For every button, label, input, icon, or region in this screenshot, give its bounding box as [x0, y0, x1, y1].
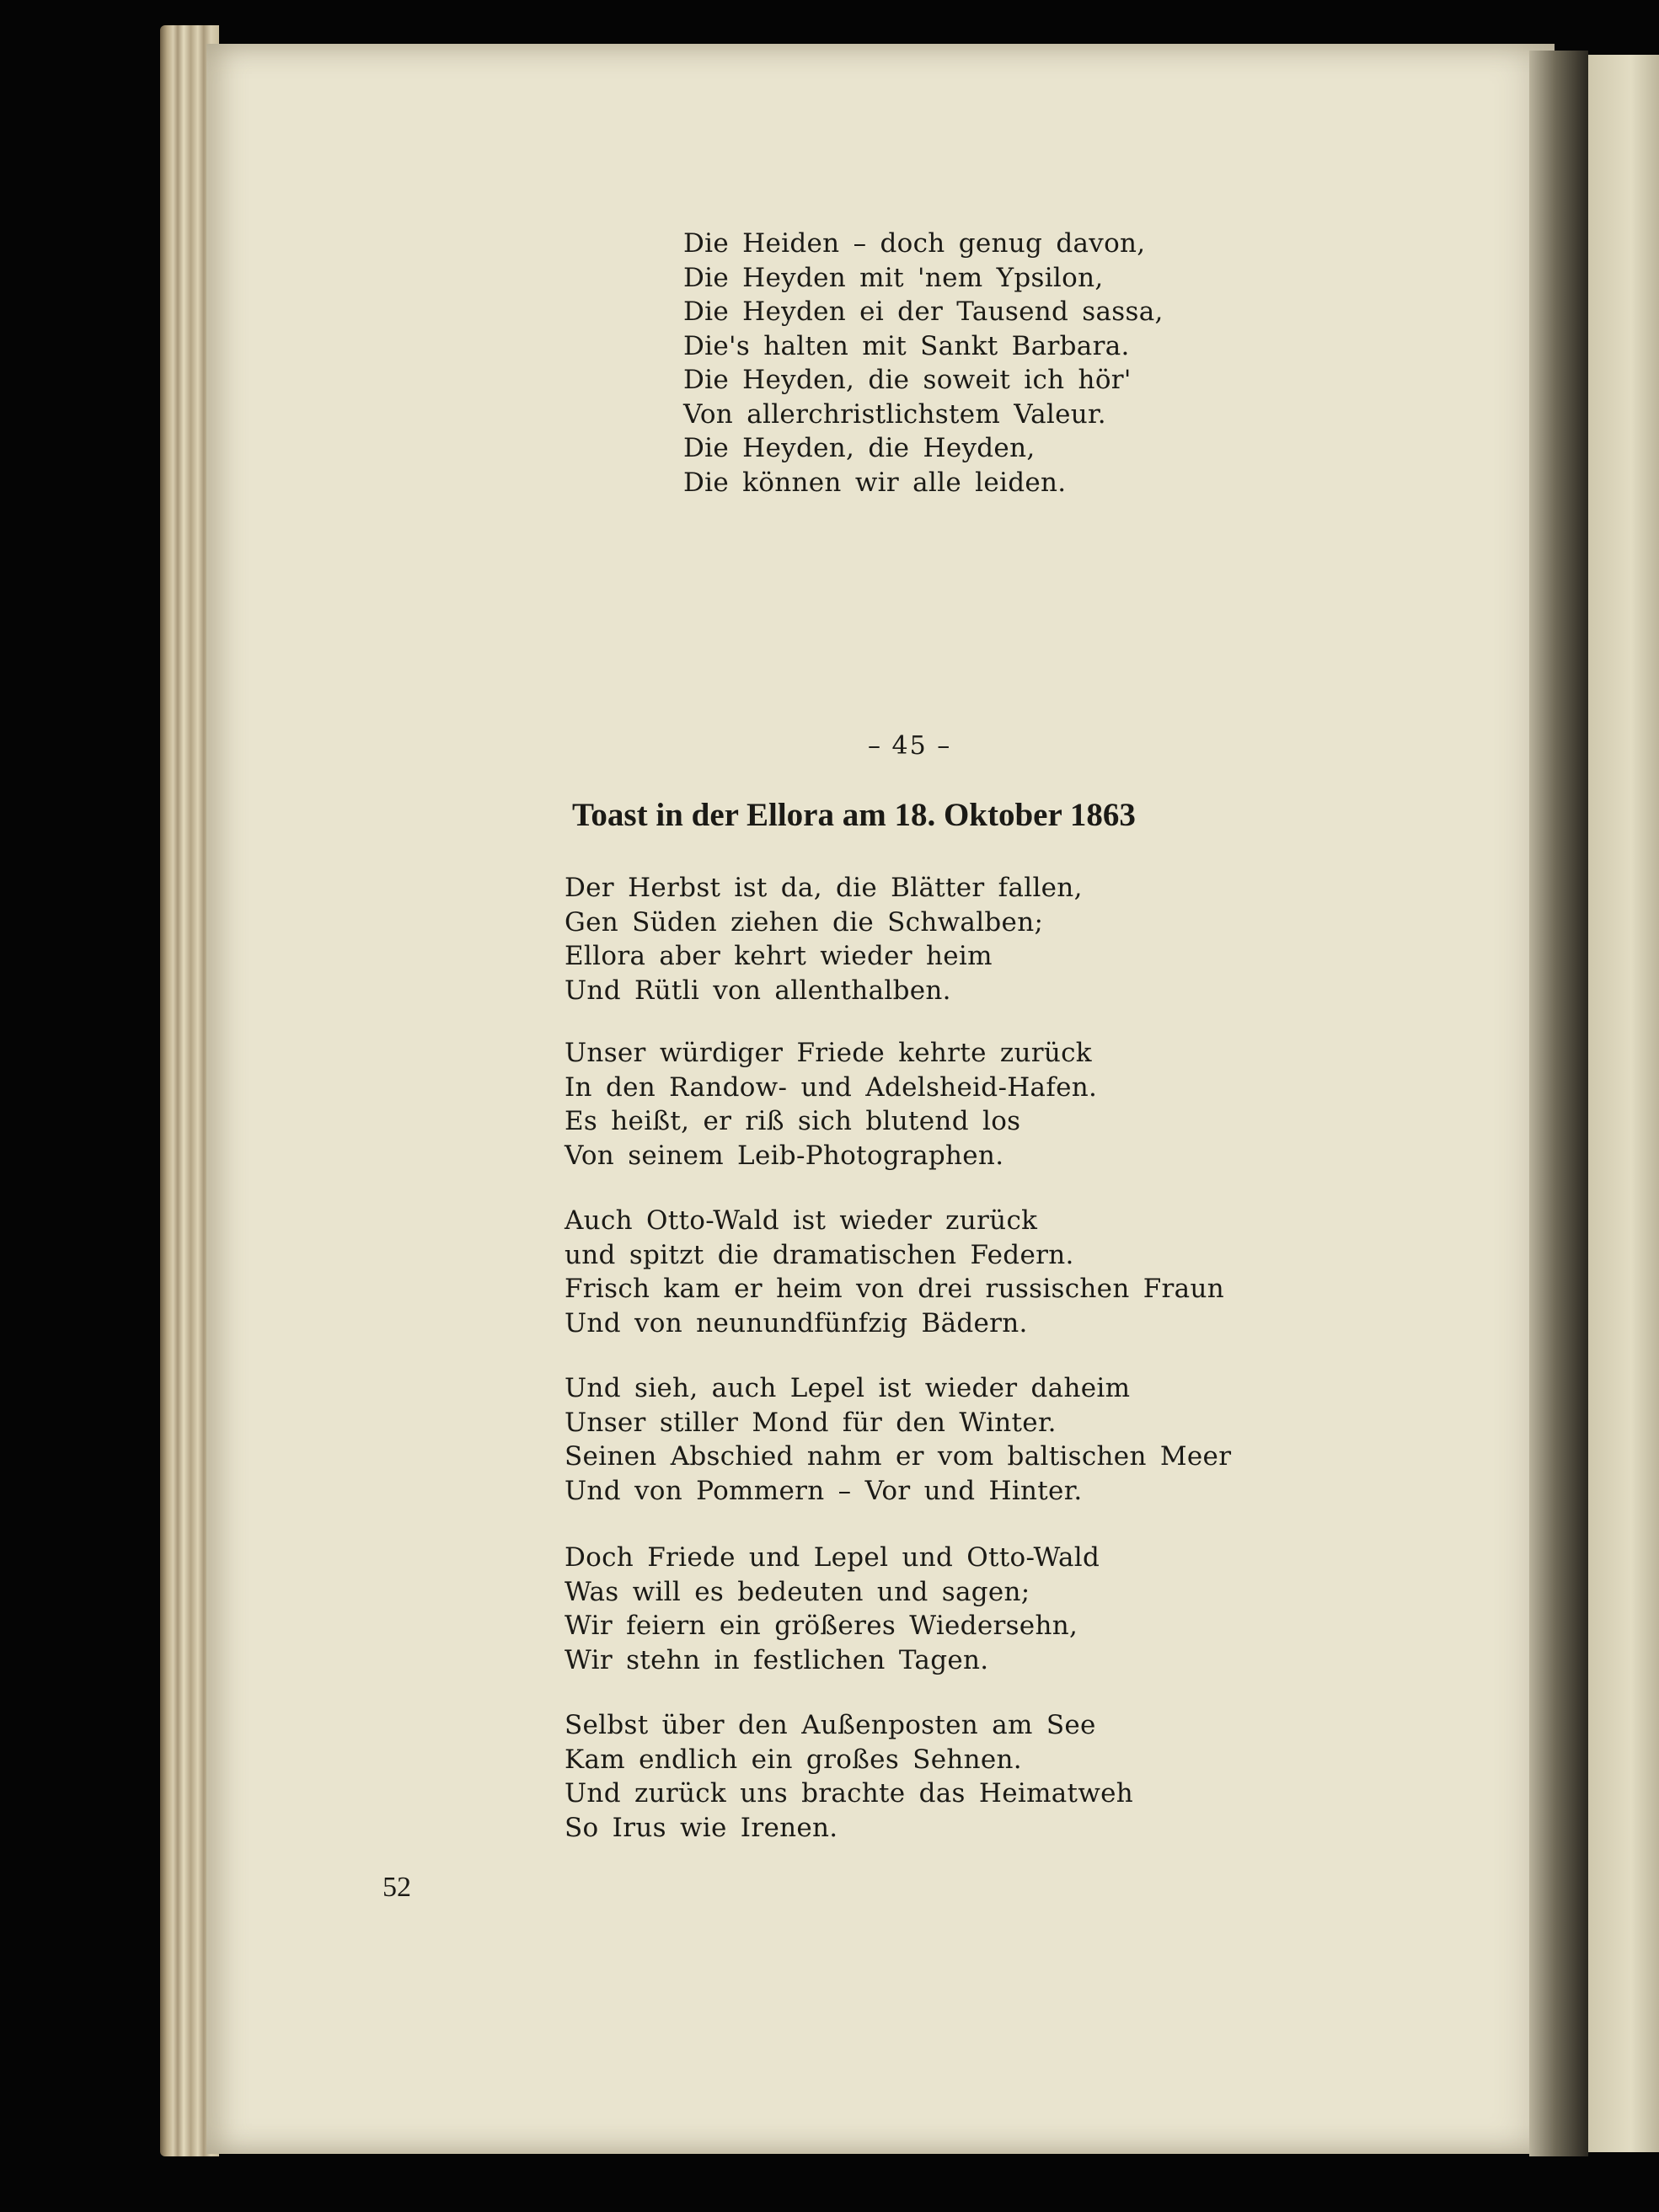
verse-line: Von allerchristlichstem Valeur. [683, 398, 1106, 430]
verse-line: Und zurück uns brachte das Heimatweh [565, 1778, 1134, 1809]
verse-line: Gen Süden ziehen die Schwalben; [565, 906, 1044, 938]
verse-line: Kam endlich ein großes Sehnen. [565, 1744, 1022, 1775]
verse-line: Die Heyden ei der Tausend sassa, [683, 297, 1164, 327]
verse-line: Was will es bedeuten und sagen; [565, 1576, 1030, 1607]
verse-line: Ellora aber kehrt wieder heim [565, 941, 993, 971]
stanza-2 [565, 1036, 1097, 1173]
verse-line: Von seinem Leib-Photographen. [565, 1140, 1004, 1171]
poem-number: – 45 – [868, 731, 952, 761]
verse-line: Die können wir alle leiden. [683, 467, 1067, 498]
page-folio: 52 [383, 1872, 411, 1903]
verse-line: Es heißt, er riß sich blutend los [565, 1106, 1021, 1136]
verse-line: Wir stehn in festlichen Tagen. [565, 1644, 989, 1675]
stanza-continued [683, 227, 1164, 500]
verse-line: Die Heiden – doch genug davon, [683, 228, 1146, 259]
verse-line: Seinen Abschied nahm er vom baltischen Meer [565, 1441, 1232, 1472]
verse-line: Und von Pommern – Vor und Hinter. [565, 1475, 1083, 1506]
verse-line: Und Rütli von allenthalben. [565, 975, 951, 1006]
verse-line: Frisch kam er heim von drei russischen Fraun [565, 1274, 1224, 1304]
verse-line: Die Heyden, die Heyden, [683, 433, 1036, 463]
verse-line: Doch Friede und Lepel und Otto-Wald [565, 1542, 1100, 1573]
verse-line: Und sieh, auch Lepel ist wieder daheim [565, 1373, 1131, 1403]
stanza-6 [565, 1708, 1133, 1845]
verse-line: Unser stiller Mond für den Winter. [565, 1407, 1057, 1438]
verse-line: Die Heyden, die soweit ich hör' [683, 365, 1132, 395]
verse-line: Der Herbst ist da, die Blätter fallen, [565, 873, 1083, 903]
stanza-3 [565, 1204, 1224, 1340]
binding-gutter [1529, 51, 1588, 2156]
verse-line: Wir feiern ein größeres Wiedersehn, [565, 1611, 1078, 1641]
verse-line: Die's halten mit Sankt Barbara. [683, 330, 1130, 361]
verse-line: So Irus wie Irenen. [565, 1812, 838, 1843]
verse-line: Und von neunundfünfzig Bädern. [565, 1307, 1028, 1338]
poem-title: Toast in der Ellora am 18. Oktober 1863 [572, 797, 1136, 833]
verse-line: In den Randow- und Adelsheid-Hafen. [565, 1071, 1098, 1103]
facing-page-edge [1588, 55, 1659, 2152]
stanza-4 [565, 1371, 1231, 1508]
verse-line: Auch Otto-Wald ist wieder zurück [565, 1205, 1038, 1236]
verse-line: und spitzt die dramatischen Federn. [565, 1239, 1074, 1270]
stanza-1 [565, 871, 1083, 1007]
verse-line: Selbst über den Außenposten am See [565, 1710, 1096, 1740]
stanza-5 [565, 1541, 1100, 1677]
verse-line: Die Heyden mit 'nem Ypsilon, [683, 262, 1104, 293]
verse-line: Unser würdiger Friede kehrte zurück [565, 1038, 1092, 1068]
